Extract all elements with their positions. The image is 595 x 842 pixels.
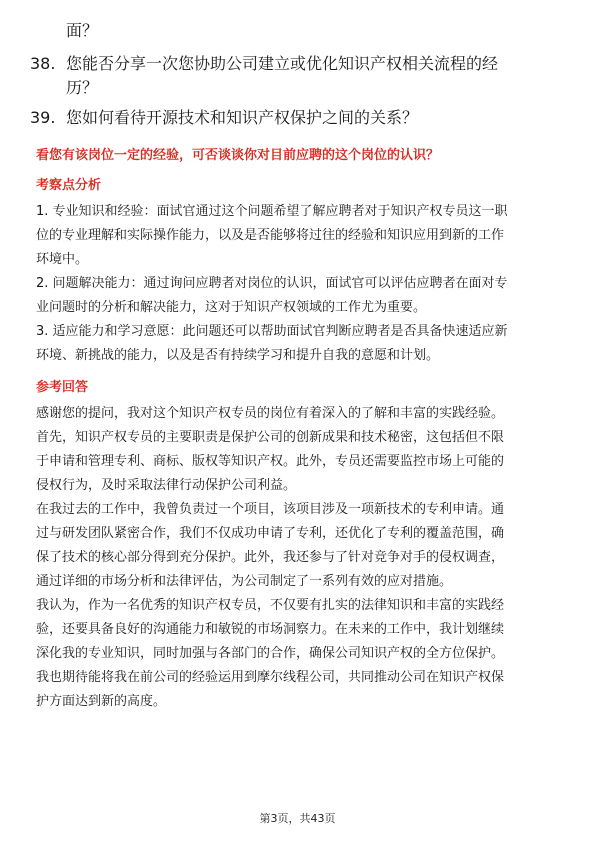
question-text [66,106,556,130]
analysis-line: 业问题时的分析和解决能力，这对于知识产权领域的工作尤为重要。 [36,300,427,315]
page-footer: 第3页，共43页 [259,812,336,825]
analysis-line: 环境、新挑战的能力，以及是否有持续学习和提升自我的意愿和计划。 [36,348,440,363]
answer-line: 感谢您的提问，我对这个知识产权专员的岗位有着深入的了解和丰富的实践经验。 [36,406,505,421]
answer-body [36,402,560,714]
answer-line: 在我过去的工作中，我曾负责过一个项目，该项目涉及一项新技术的专利申请。通 [36,502,505,517]
question-text-line: 历？ [66,78,99,97]
highlight-question: 看您有该岗位一定的经验，可否谈谈你对目前应聘的这个岗位的认识？ [36,148,440,163]
answer-line: 验，还要具备良好的沟通能力和敏锐的市场洞察力。在未来的工作中，我计划继续 [36,622,505,637]
answer-line: 侵权行为，及时采取法律行动保护公司利益。 [36,478,297,493]
analysis-heading: 考察点分析 [36,178,102,193]
answer-line: 深化我的专业知识，同时加强与各部门的合作，确保公司知识产权的全方位保护。 [36,646,505,661]
analysis-points [36,200,560,368]
answer-line: 首先，知识产权专员的主要职责是保护公司的创新成果和技术秘密，这包括但不限 [36,430,505,445]
analysis-line: 环境中。 [36,252,89,267]
question-text-line: 您如何看待开源技术和知识产权保护之间的关系？ [66,108,419,127]
question-number: 38. [30,54,56,73]
analysis-line: 2. 问题解决能力：通过询问应聘者对岗位的认识，面试官可以评估应聘者在面对专 [36,276,508,291]
question-number: 39. [30,108,56,127]
answer-heading: 参考回答 [36,380,89,395]
answer-line: 于申请和管理专利、商标、版权等知识产权。此外，专员还需要监控市场上可能的 [36,454,505,469]
question-continuation: 面？ [66,21,99,40]
analysis-line: 位的专业理解和实际操作能力，以及是否能够将过往的经验和知识应用到新的工作 [36,228,505,243]
question-text-line: 您能否分享一次您协助公司建立或优化知识产权相关流程的经 [66,54,499,73]
analysis-line: 3. 适应能力和学习意愿：此问题还可以帮助面试官判断应聘者是否具备快速适应新 [36,324,508,339]
answer-line: 我也期待能将我在前公司的经验运用到摩尔线程公司，共同推动公司在知识产权保 [36,670,505,685]
answer-line: 护方面达到新的高度。 [36,694,167,709]
answer-line: 通过详细的市场分析和法律评估，为公司制定了一系列有效的应对措施。 [36,574,453,589]
analysis-line: 1. 专业知识和经验：面试官通过这个问题希望了解应聘者对于知识产权专员这一职 [36,204,508,219]
question-text [66,52,556,100]
answer-line: 我认为，作为一名优秀的知识产权专员，不仅要有扎实的法律知识和丰富的实践经 [36,598,505,613]
answer-line: 保了技术的核心部分得到充分保护。此外，我还参与了针对竞争对手的侵权调查， [36,550,505,565]
answer-line: 过与研发团队紧密合作，我们不仅成功申请了专利，还优化了专利的覆盖范围，确 [36,526,505,541]
